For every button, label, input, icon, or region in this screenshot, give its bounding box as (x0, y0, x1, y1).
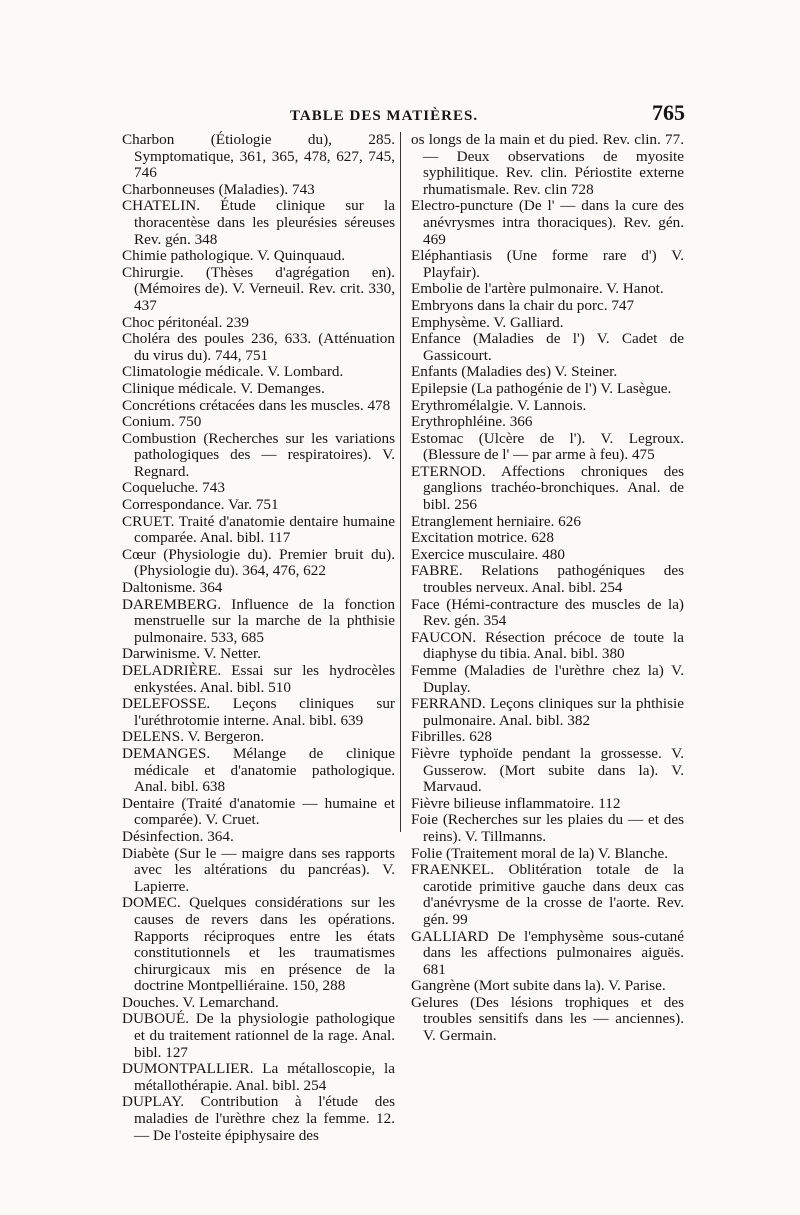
index-entry: Chirurgie. (Thèses d'agrégation en). (Mémoires de). V. Verneuil. Rev. crit. 330, 437 (122, 263, 395, 314)
index-entry: DAREMBERG. Influence de la fonction menstruelle sur la marche de la phthisie pulmonaire. 533, 685 (122, 595, 395, 646)
index-entry: FRAENKEL. Oblitération totale de la carotide primitive gauche dans deux cas d'anévrysme de la crosse de l'aorte. Rev. gén. 99 (411, 861, 684, 928)
index-entry: Douches. V. Lemarchand. (122, 993, 279, 1011)
index-entry: Etranglement herniaire. 626 (411, 512, 581, 530)
index-entry: Excitation motrice. 628 (411, 529, 554, 547)
index-entry: Gangrène (Mort subite dans la). V. Parise. (411, 977, 666, 995)
index-entry: Eléphantiasis (Une forme rare d') V. Playfair). (411, 247, 684, 281)
index-entry: Estomac (Ulcère de l'). V. Legroux. (Blessure de l' — par arme à feu). 475 (411, 429, 684, 464)
right-column (411, 132, 684, 1045)
index-entry: Fibrilles. 628 (411, 728, 493, 746)
left-column (122, 132, 395, 1144)
index-entry: Dentaire (Traité d'anatomie — humaine et comparée). V. Cruet. (122, 794, 395, 829)
index-entry: Daltonisme. 364 (122, 579, 223, 597)
index-entry: Embryons dans la chair du porc. 747 (411, 296, 635, 314)
index-entry: DEMANGES. Mélange de clinique médicale et d'anatomie pathologique. Anal. bibl. 638 (122, 744, 395, 796)
page-header (120, 100, 685, 130)
index-entry: Electro-puncture (De l' — dans la cure des anévrysmes intra thoraciques). Rev. gén. 469 (411, 197, 684, 248)
index-entry: Charbon (Étiologie du), 285. Symptomatique, 361, 365, 478, 627, 745, 746 (122, 131, 395, 182)
page-number: 765 (652, 100, 685, 125)
index-entry: os longs de la main et du pied. Rev. clin. 77. — Deux observations de myosite syphilitique. Rev. clin. Périostite externe rhumatismale. Rev. clin 728 (411, 131, 684, 198)
index-entry: Embolie de l'artère pulmonaire. V. Hanot. (411, 280, 664, 298)
index-entry: Charbonneuses (Maladies). 743 (122, 180, 315, 198)
index-entry: Cœur (Physiologie du). Premier bruit du). (Physiologie du). 364, 476, 622 (122, 545, 395, 580)
index-entry: CHATELIN. Étude clinique sur la thoracentèse dans les pleurésies séreuses Rev. gén. 348 (122, 197, 395, 248)
index-entry: Folie (Traitement moral de la) V. Blanche. (411, 844, 669, 862)
index-entry: CRUET. Traité d'anatomie dentaire humaine comparée. Anal. bibl. 117 (122, 512, 395, 547)
index-entry: Erythrophléine. 366 (411, 413, 533, 431)
index-entry: DUBOUÉ. De la physiologie pathologique et du traitement rationnel de la rage. Anal. bibl. 127 (122, 1010, 395, 1061)
index-entry: Désinfection. 364. (122, 827, 234, 845)
index-entry: Clinique médicale. V. Demanges. (122, 379, 325, 397)
index-entry: Choc péritonéal. 239 (122, 313, 249, 331)
index-entry: ETERNOD. Affections chroniques des ganglions trachéo-bronchiques. Anal. de bibl. 256 (411, 462, 684, 514)
index-entry: Diabète (Sur le — maigre dans ses rapports avec les altérations du pancréas). V. Lapierre. (122, 844, 395, 895)
index-entry: Face (Hémi-contracture des muscles de la) Rev. gén. 354 (411, 595, 684, 630)
running-title: TABLE DES MATIÈRES. (290, 108, 479, 124)
index-entry: Gelures (Des lésions trophiques et des troubles sensitifs dans les — anciennes). V. Germain. (411, 993, 684, 1045)
index-entry: DELENS. V. Bergeron. (122, 728, 265, 746)
index-entry: Femme (Maladies de l'urèthre chez la) V. Duplay. (411, 662, 684, 696)
index-entry: GALLIARD De l'emphysème sous-cutané dans les affections pulmonaires aiguës. 681 (411, 927, 684, 978)
index-entry: DUPLAY. Contribution à l'étude des maladies de l'urèthre chez la femme. 12. — De l'osteite épiphysaire des (122, 1093, 395, 1144)
index-entry: Coqueluche. 743 (122, 479, 225, 497)
index-entry: Erythromélalgie. V. Lannois. (411, 396, 587, 414)
index-entry: DOMEC. Quelques considérations sur les causes de revers dans les opérations. Rapports réciproques entre les états constitutionnels et les traumatismes chirurgicaux mis en présence de la doctrine Montpelliéraine. 150, 288 (122, 894, 395, 995)
index-entry: FERRAND. Leçons cliniques sur la phthisie pulmonaire. Anal. bibl. 382 (411, 695, 684, 729)
index-entry: Combustion (Recherches sur les variations pathologiques des — respiratoires). V. Regnard. (122, 429, 395, 480)
index-entry: Chimie pathologique. V. Quinquaud. (122, 247, 346, 265)
index-entry: Enfants (Maladies des) V. Steiner. (411, 363, 618, 381)
index-entry: Concrétions crétacées dans les muscles. 478 (122, 396, 391, 414)
index-entry: Emphysème. V. Galliard. (411, 313, 564, 331)
index-entry: Climatologie médicale. V. Lombard. (122, 363, 344, 381)
index-entry: DELEFOSSE. Leçons cliniques sur l'uréthrotomie interne. Anal. bibl. 639 (122, 695, 395, 729)
index-entry: DUMONTPALLIER. La métalloscopie, la métallothérapie. Anal. bibl. 254 (122, 1060, 395, 1094)
index-entry: FABRE. Relations pathogéniques des troubles nerveux. Anal. bibl. 254 (411, 562, 684, 597)
index-entry: FAUCON. Résection précoce de toute la diaphyse du tibia. Anal. bibl. 380 (411, 628, 684, 663)
index-entry: Darwinisme. V. Netter. (122, 645, 262, 663)
index-entry: Exercice musculaire. 480 (411, 545, 565, 563)
index-entry: Conium. 750 (122, 413, 202, 431)
index-entry: Correspondance. Var. 751 (122, 496, 279, 514)
index-entry: Foie (Recherches sur les plaies du — et des reins). V. Tillmanns. (411, 811, 684, 845)
index-entry: Fièvre typhoïde pendant la grossesse. V. Gusserow. (Mort subite dans la). V. Marvaud. (411, 744, 684, 796)
index-entry: DELADRIÈRE. Essai sur les hydrocèles enkystées. Anal. bibl. 510 (122, 662, 395, 696)
index-entry: Choléra des poules 236, 633. (Atténuation du virus du). 744, 751 (122, 330, 395, 364)
column-divider (400, 132, 401, 832)
index-entry: Enfance (Maladies de l') V. Cadet de Gassicourt. (411, 330, 684, 364)
index-entry: Epilepsie (La pathogénie de l') V. Lasègue. (411, 379, 672, 397)
index-entry: Fièvre bilieuse inflammatoire. 112 (411, 794, 621, 812)
